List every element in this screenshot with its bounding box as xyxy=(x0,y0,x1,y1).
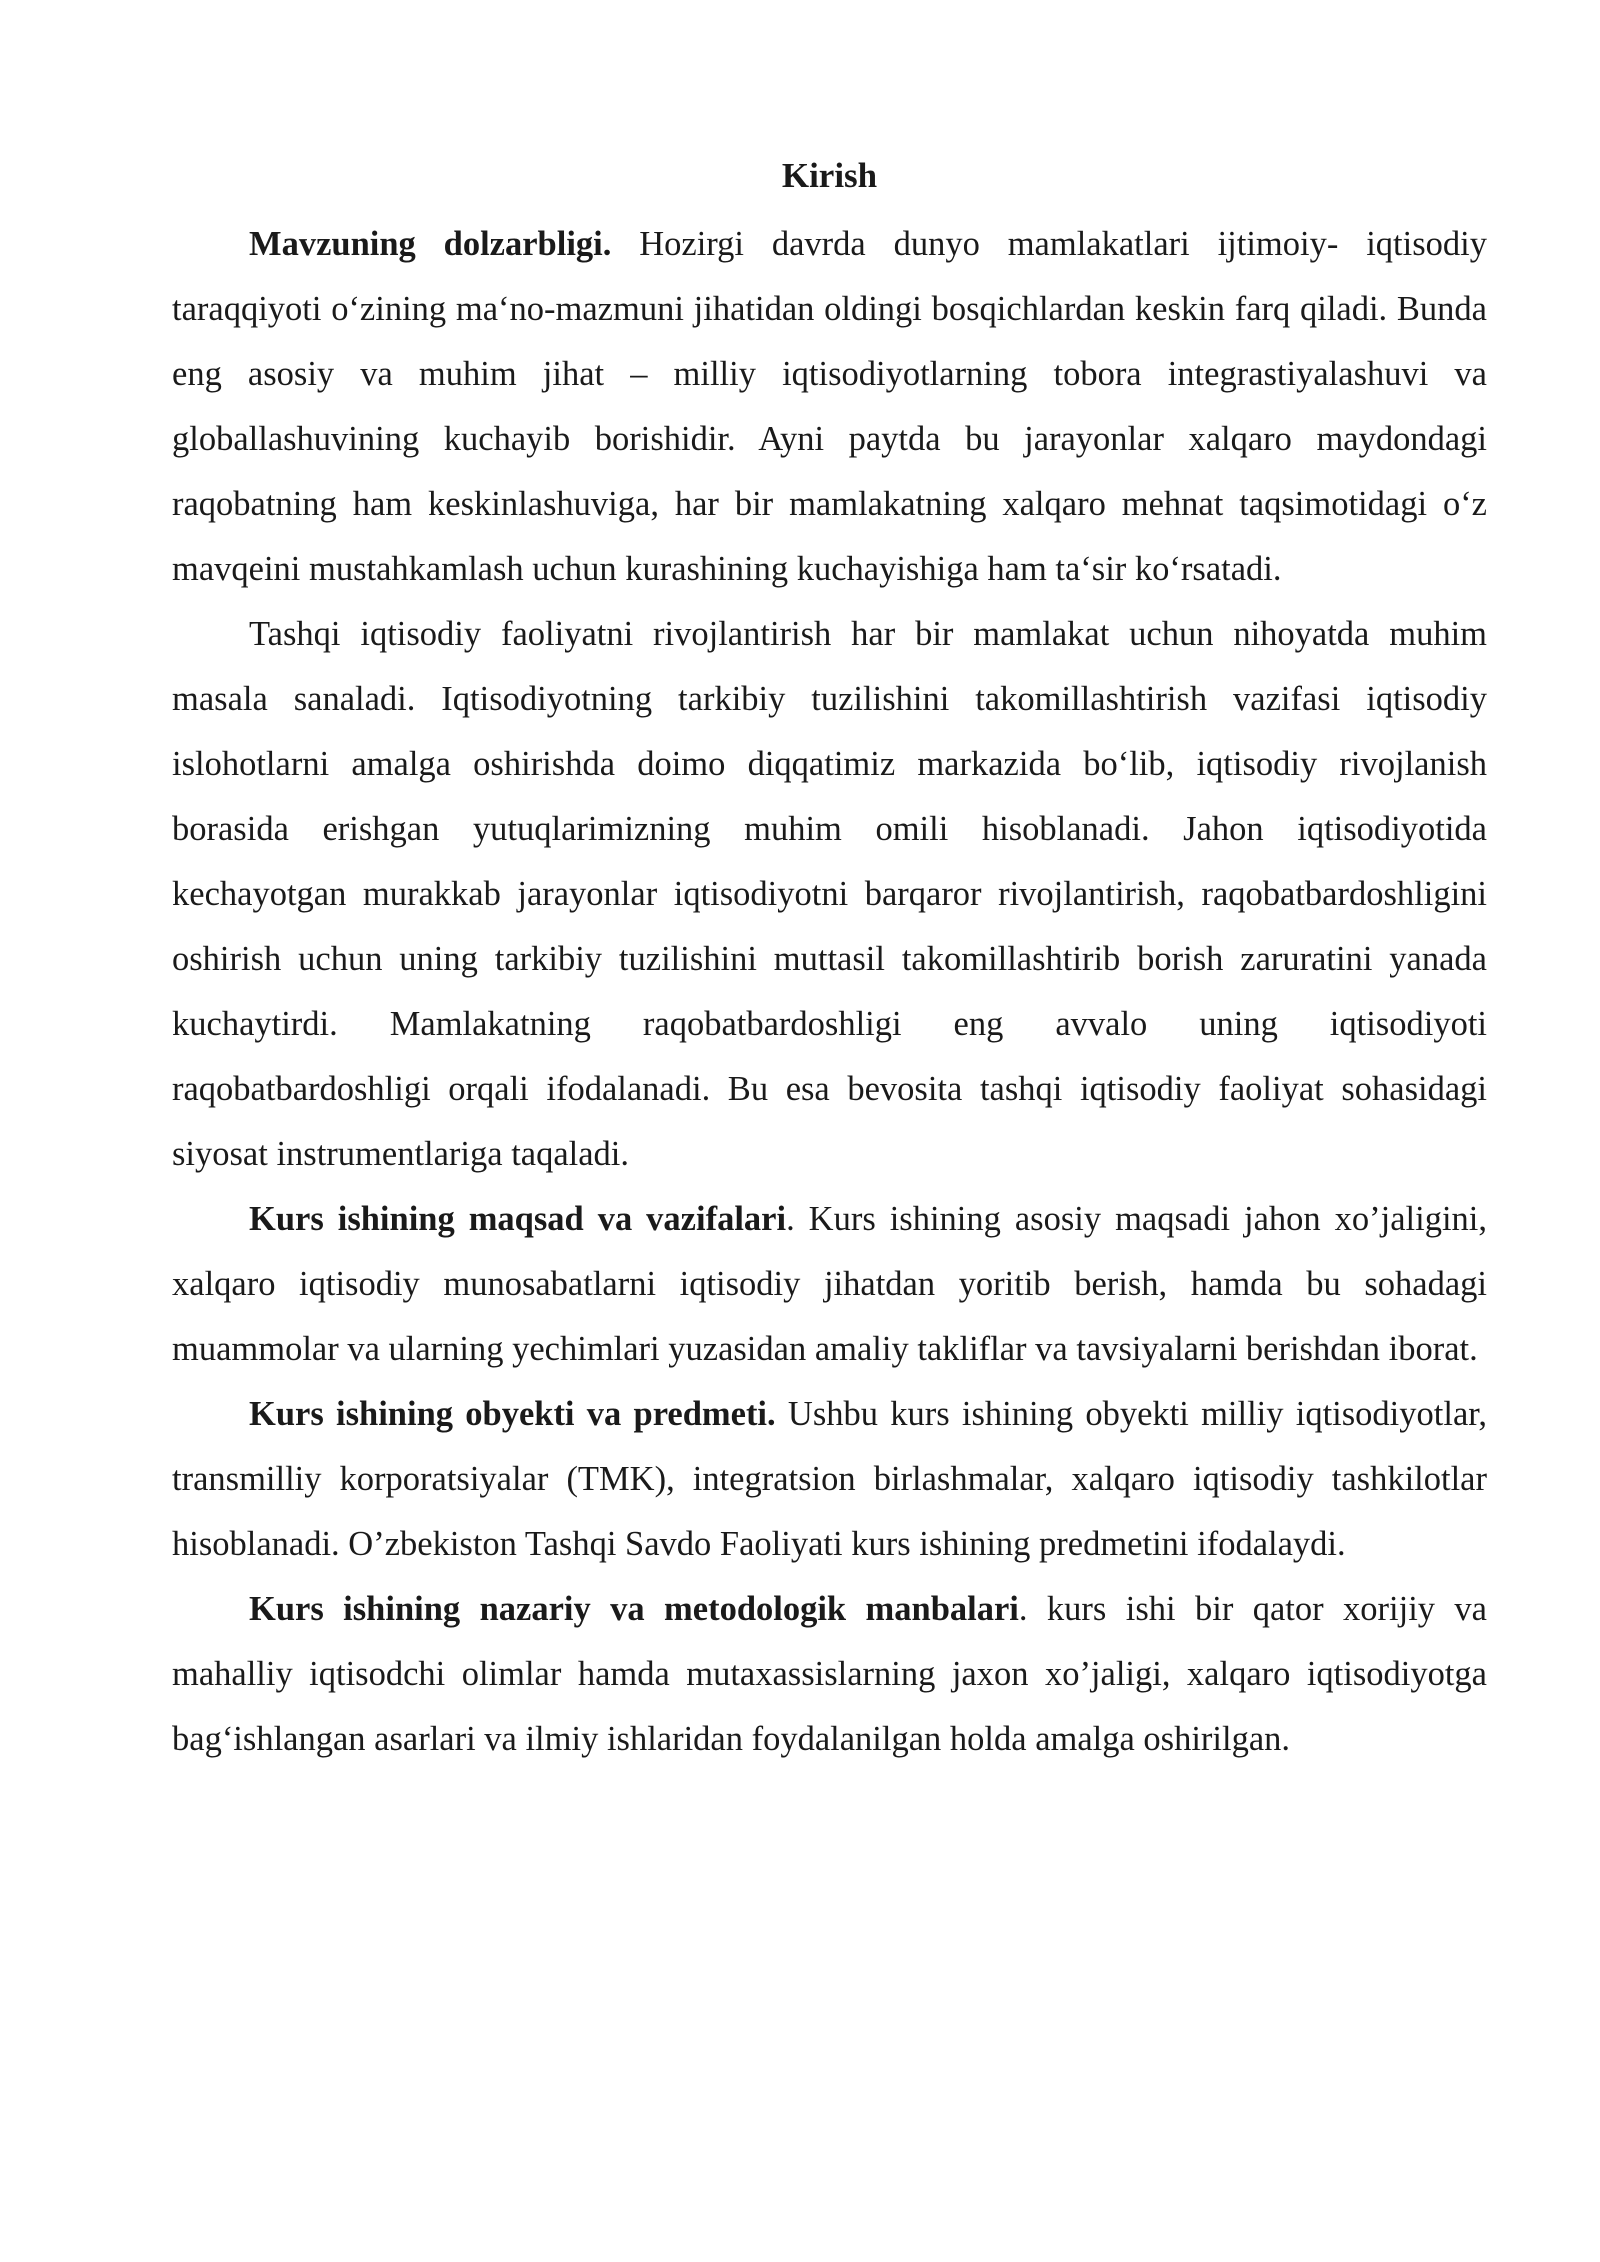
section-title: Kirish xyxy=(781,156,878,195)
paragraph-lead: Kurs ishining maqsad va vazifalari xyxy=(249,1200,787,1238)
document-body xyxy=(172,148,1487,1772)
paragraph-text: Ushbu kurs ishining obyekti milliy iqtisodiyotlar, transmilliy korporatsiyalar (TMK), integratsion birlashmalar, xalqaro iqtisodiy tashkilotlar hisoblanadi. O’zbekiston Tashqi Savdo Faoliyati kurs ishining predmetini ifodalaydi. xyxy=(172,1395,1487,1563)
paragraph-text: . Kurs ishining asosiy maqsadi jahon xo’jaligini, xalqaro iqtisodiy munosabatlarni iqtisodiy jihatdan yoritib berish, hamda bu sohadagi muammolar va ularning yechimlari yuzasidan amaliy takliflar va tavsiyalarni berishdan iborat. xyxy=(172,1200,1488,1368)
paragraph-object-subject xyxy=(172,1382,1487,1577)
paragraph-relevance xyxy=(172,212,1487,602)
paragraph-foreign-economic-activity xyxy=(172,602,1487,1187)
paragraph-text: Tashqi iqtisodiy faoliyatni rivojlantirish har bir mamlakat uchun nihoyatda muhim masala sanaladi. Iqtisodiyotning tarkibiy tuzilishini takomillashtirish vazifasi iqtisodiy islohotlarni amalga oshirishda doimo diqqatimiz markazida bo‘lib, iqtisodiy rivojlanish borasida erishgan yutuqlarimizning muhim omili hisoblanadi. Jahon iqtisodiyotida kechayotgan murakkab jarayonlar iqtisodiyotni barqaror rivojlantirish, raqobatbardoshligini oshirish uchun uning tarkibiy tuzilishini muttasil takomillashtirib borish zaruratini yanada kuchaytirdi. Mamlakatning raqobatbardoshligi eng avvalo uning iqtisodiyoti raqobatbardoshligi orqali ifodalanadi. Bu esa bevosita tashqi iqtisodiy faoliyat sohasidagi siyosat instrumentlariga taqaladi. xyxy=(172,615,1487,1173)
paragraph-text: Hozirgi davrda dunyo mamlakatlari ijtimoiy- iqtisodiy taraqqiyoti o‘zining ma‘no-mazmuni jihatidan oldingi bosqichlardan keskin farq qiladi. Bunda eng asosiy va muhim jihat – milliy iqtisodiyotlarning tobora integrastiyalashuvi va globallashuvining kuchayib borishidir. Ayni paytda bu jarayonlar xalqaro maydondagi raqobatning ham keskinlashuviga, har bir mamlakatning xalqaro mehnat taqsimotidagi o‘z mavqeini mustahkamlash uchun kurashining kuchayishiga ham ta‘sir ko‘rsatadi. xyxy=(172,225,1487,588)
paragraph-text: . kurs ishi bir qator xorijiy va mahalliy iqtisodchi olimlar hamda mutaxassislarning jaxon xo’jaligi, xalqaro iqtisodiyotga bag‘ishlangan asarlari va ilmiy ishlaridan foydalanilgan holda amalga oshirilgan. xyxy=(172,1590,1487,1758)
paragraph-goals xyxy=(172,1187,1487,1382)
paragraph-lead: Mavzuning dolzarbligi. xyxy=(249,225,612,263)
paragraph-lead: Kurs ishining nazariy va metodologik manbalari xyxy=(249,1590,1019,1628)
paragraph-sources xyxy=(172,1577,1487,1772)
paragraph-lead: Kurs ishining obyekti va predmeti. xyxy=(249,1395,776,1433)
